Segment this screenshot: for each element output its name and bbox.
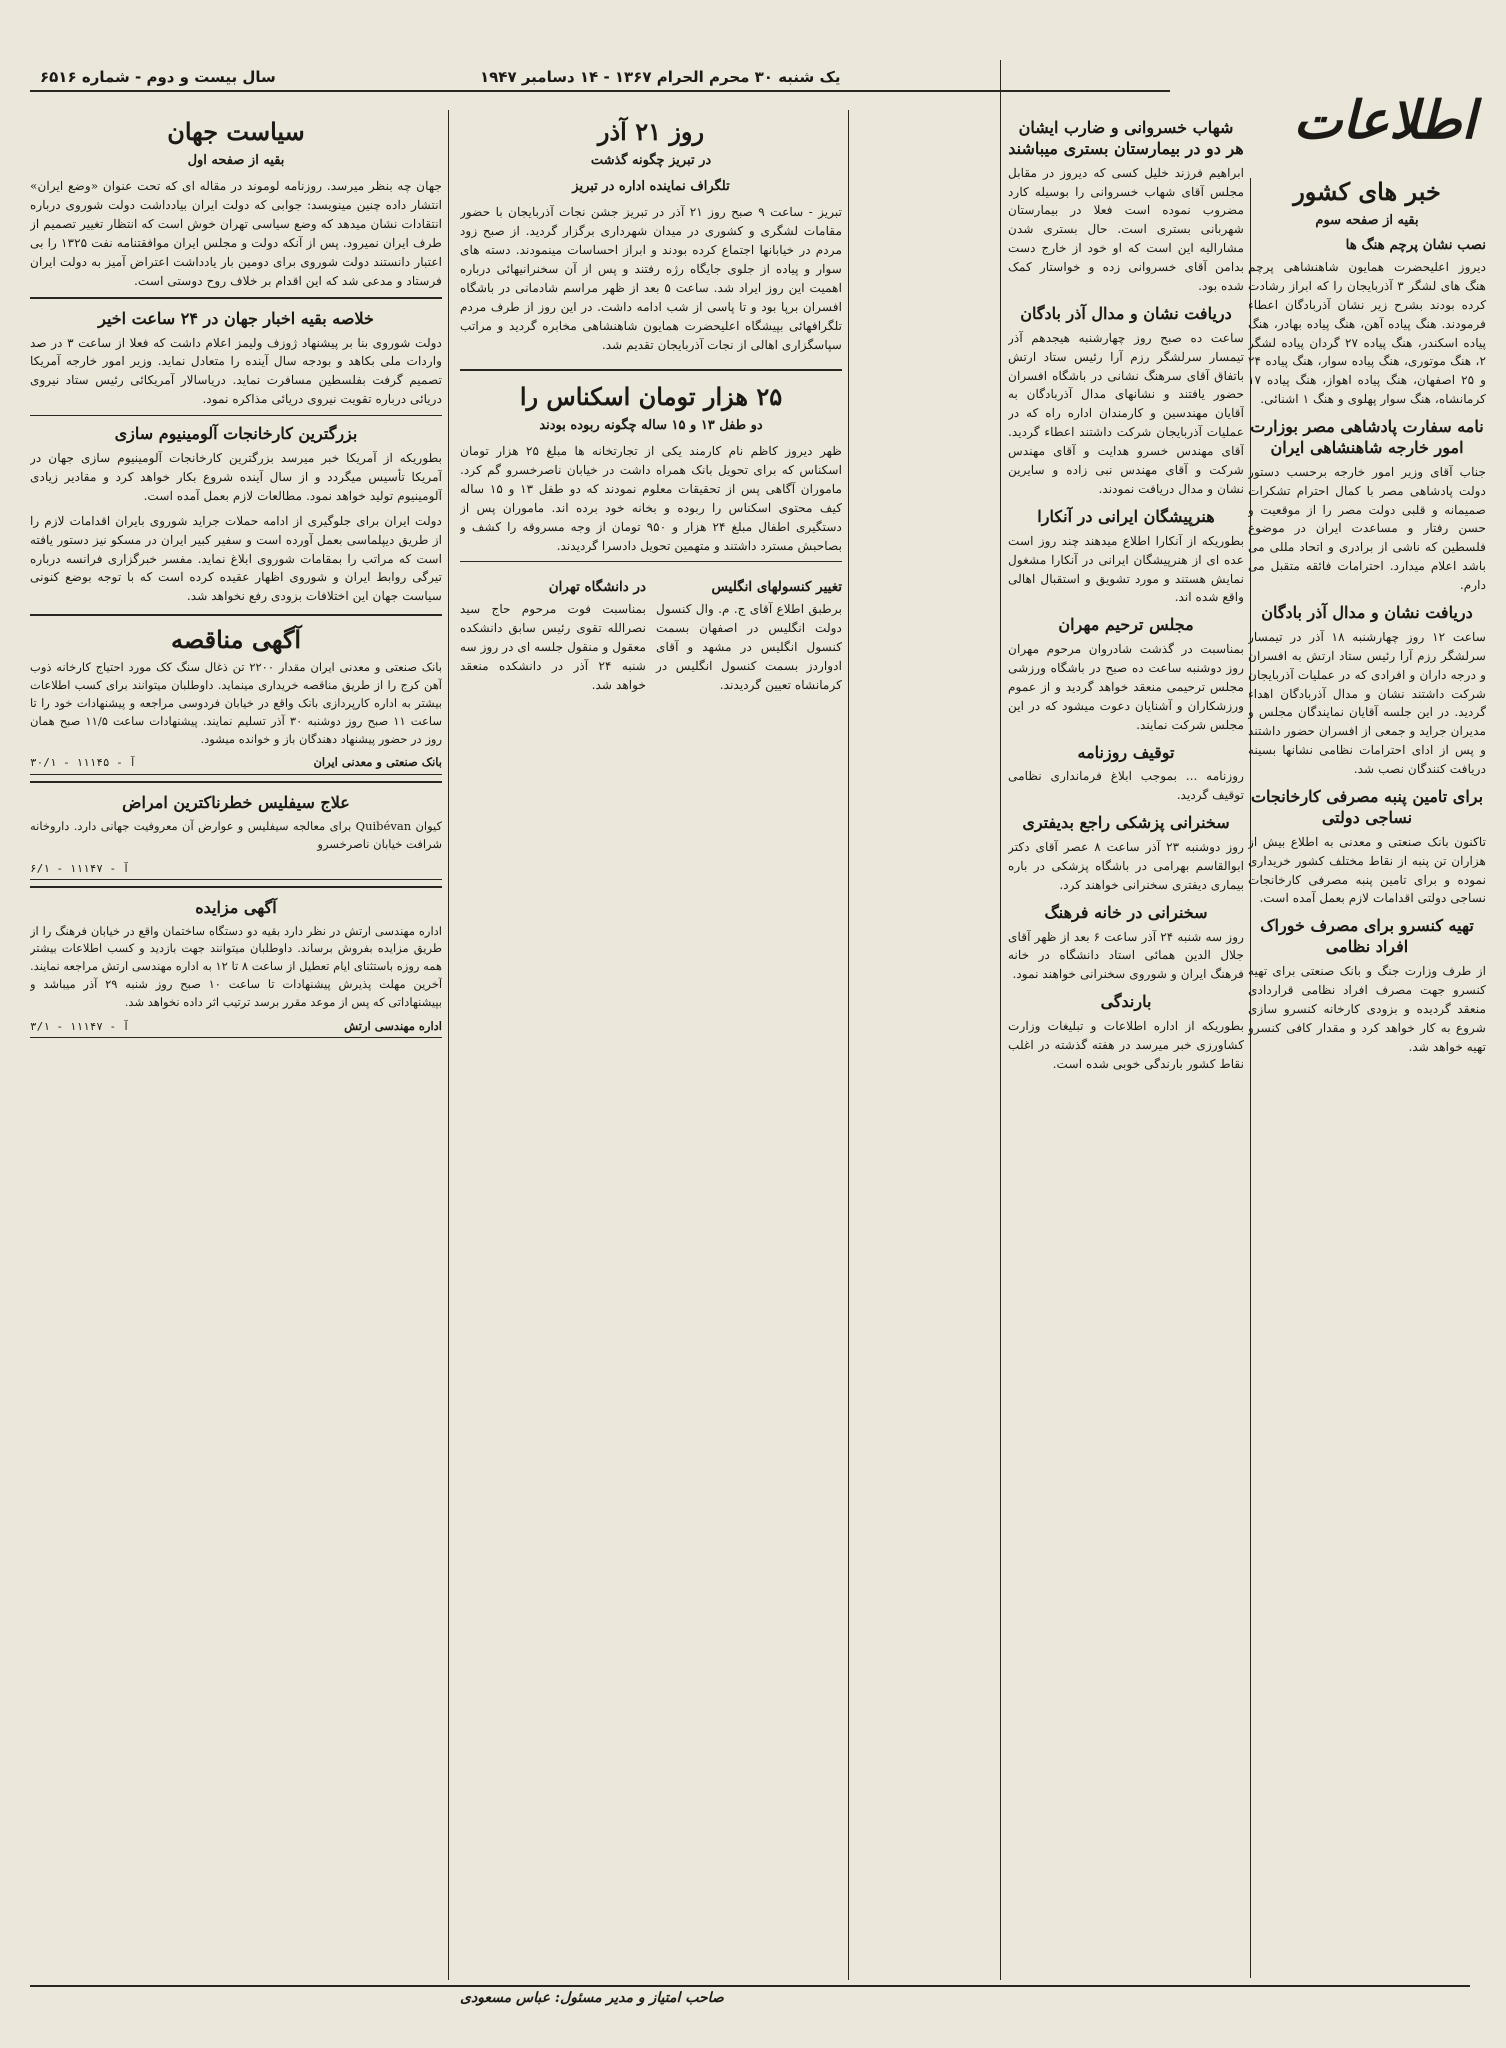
bottom-briefs [460,574,842,700]
tabriz-report-column [460,110,842,1980]
article-headline: دریافت نشان و مدال آذر بادگان [1020,303,1232,323]
article-body: بطوریکه از اداره اطلاعات و تبلیغات وزارت کشاورزی خبر میرسد در هفته گذشته در اغلب نقاط کشور بارندگی خوبی شده است. [1008,1019,1244,1071]
footer-rule [30,1985,1470,1987]
article-headline: روز ۲۱ آذر [597,117,705,146]
article-headline: سخنرانی پزشکی راجع بدیفتری [1022,813,1230,833]
publisher-signature: صاحب امتیاز و مدیر مسئول: عباس مسعودی [460,1990,724,2006]
article-headline: توقیف روزنامه [1077,742,1175,762]
article-body: بطوریکه از آمریکا خبر میرسد بزرگترین کارخانجات آلومینیوم سازی جهان در آمریکا تأسیس میگردد و از سال آینده شروع بکار خواهد کرد و مقادیر زیادی آلومینیوم تولید خواهد نمود. مطالعات لازم بعمل آمده است. [30,450,442,503]
article-body: بطوریکه از آنکارا اطلاع میدهند چند روز است عده ای از هنرپیشگان ایرانی در آنکارا مشغول نمایش هستند و مورد تشویق و استقبال اهالی واقع شده اند. [1008,533,1244,605]
article-body: ظهر دیروز کاظم نام کارمند یکی از تجارتخانه ها مبلغ ۲۵ هزار تومان اسکناس که برای تحویل بانک همراه داشت در خیابان ناصرخسرو گم کرد. ماموران آگاهی پس از تحقیقات معلوم نمودند که دو طفل ۱۳ و ۱۵ ساله کیف محتوی اسکناس را ربوده و بخانه خود برده اند. ماموران پس از دستگیری اطفال مبلغ ۲۴ هزار و ۹۵۰ تومان از وجه مسروقه را کشف و بصاحبش مسترد داشتند و متهمین تحویل دادسرا گردیدند. [460,444,842,553]
advert-title: آگهی مناقصه [170,625,302,655]
article-body: ساعت ۱۲ روز چهارشنبه ۱۸ آذر در تیمسار سرلشگر رزم آرا رئیس ستاد ارتش به افسران و درجه داران و افرادی که در عملیات آذربایجان شرکت داشتند نشان و مدال آذربادگان اهداء گردید. در این جلسه آقایان نمایندگان مجلس و مدیران جراید و جمعی از افسران حضور داشتند و پس از ادای احترامات نظامی نشانها بسینه دریافت کنندگان نصب شد. [1248,629,1486,777]
article-subhead: تلگراف نماینده اداره در تبریز [572,179,730,195]
section-title: سیاست جهان [167,117,305,146]
article-headline: تغییر کنسولهای انگلیس [711,579,842,596]
article-body: دولت شوروی بنا بر پیشنهاد ژوزف ولیمز اعلام داشت که فعلا از ساعت ۳ در صد واردات ملی بکاهد و بودجه سال آینده را متعادل نماید. وزیر امور خارجه آمریکا تصمیم گرفت بفلسطین مسافرت نماید. دریاسالار آمریکائی رئیس ستاد نیروی دریائی درباره تقویت نیروی دریائی مذاکره نمود. [30,335,442,407]
consuls-brief [656,574,842,700]
article-headline: نصب نشان پرچم هنگ ها [1345,237,1486,254]
article-body: دولت ایران برای جلوگیری از ادامه حملات جراید شوروی بایران اقدامات لازم را از طریق دیپلماسی بعمل آورده است و سفیر کبیر ایران در مسکو نیز دستور یافته است که مراتب را بمقامات شوروی ابلاغ نماید. مفسر خبرگزاری فرانسه درباره تیرگی روابط ایران و شوروی اظهار عقیده کرده است که با توجه بوضع کنونی سیاست جهان این اختلافات بزودی رفع نخواهد شد. [30,513,442,604]
article-headline: دریافت نشان و مدال آذر بادگان [1261,603,1473,623]
world-news-summary [30,297,442,416]
article-body: تاکنون بانک صنعتی و معدنی به اطلاع بیش از هزاران تن پنبه از نقاط مختلف کشور خریداری نموده و برای تامین پنبه مصرفی کارخانجات نساجی دولتی اقدامات لازم بعمل آمده است. [1248,834,1486,906]
advert-footer [30,754,442,772]
advert-signer: بانک صنعتی و معدنی ایران [313,755,442,770]
article-body: روز سه شنبه ۲۴ آذر ساعت ۶ بعد از ظهر آقای جلال الدین همائی استاد دانشگاه در خانه فرهنگ ایران و شوروی سخنرانی خواهند نمود. [1008,929,1244,982]
issue-date: یک شنبه ۳۰ محرم الحرام ۱۳۶۷ - ۱۴ دسامبر ۱۹۴۷ [480,68,841,86]
medicine-advert [30,781,442,879]
article-body: جناب آقای وزیر امور خارجه برحسب دستور دولت پادشاهی مصر با کمال احترام تشکرات صمیمانه و قلبی دولت مصر را از موقعیت و حسن رفتار و مساعدت ایران در موضوع فلسطین که ناشی از برادری و اتحاد مللی می باشد اعلام میدارد. احترامات فائقه متقبل می دارم. [1248,464,1486,593]
article-headline: شهاب خسروانی و ضارب ایشان هر دو در بیمارستان بستری میباشند [1008,118,1244,158]
article-headline: در دانشگاه تهران [548,579,646,596]
article-body: ابراهیم فرزند خلیل کسی که دیروز در مقابل مجلس آقای شهاب خسروانی را بوسیله کارد مضروب نموده است فعلا در بیمارستان شهربانی بستری است. حال بستری شدن مشارالیه این است که او خود از خارج دست بدامن آقای خسروانی زده و خواستار کمک شده بود. [1008,165,1244,294]
advert-body: بانک صنعتی و معدنی ایران مقدار ۲۲۰۰ تن ذغال سنگ کک مورد احتیاج کارخانه ذوب آهن کرج را از طریق مناقصه خریداری مینماید. داوطلبان میتوانند برای کسب اطلاعات بیشتر به اداره کارپردازی بانک واقع در خیابان فردوسی مراجعه و پیشنهادات خود را تا ساعت ۱۱ صبح روز دوشنبه ۳۰ آذر تسلیم نمایند. پیشنهادات ساعت ۱۱/۵ صبح همان روز در حضور پیشنهاد دهندگان باز و خوانده میشود. [30,660,442,746]
advert-title: آگهی مزایده [195,897,277,917]
section-subtitle: بقیه از صفحه اول [187,153,285,169]
article-headline: بارندگی [1100,992,1152,1012]
article-headline: مجلس ترحیم مهران [1058,615,1194,635]
article-headline: برای تامین پنبه مصرفی کارخانجات نساجی دولتی [1250,787,1484,827]
advert-code: آ - ۱۱۱۴۷ - ۶/۱ [30,861,130,875]
advert-signer: اداره مهندسی ارتش [344,1018,442,1033]
article-headline: نامه سفارت پادشاهی مصر بوزارت امور خارجه شاهنشاهی ایران [1250,417,1484,457]
article-subhead: دو طفل ۱۳ و ۱۵ ساله چگونه ربوده بودند [539,417,763,433]
newspaper-logo: اطلاعات [1293,90,1476,151]
world-politics-column [30,110,442,1980]
issue-number: سال بیست و دوم - شماره ۶۵۱۶ [40,68,276,86]
tender-advert [30,614,442,775]
article-body: روزنامه ... بموجب ابلاغ فرمانداری نظامی توقیف گردید. [1008,769,1244,803]
university-brief [460,574,646,700]
article-headline: ۲۵ هزار تومان اسکناس را [519,381,783,411]
article-body: بمناسبت در گذشت شادروان مرحوم مهران روز دوشنبه ساعت ده صبح در باشگاه ورزشی مجلس ترحیمی منعقد خواهد گردید و از عموم ورزشکاران و آشنایان دعوت میشود که در این مجلس شرکت نمایند. [1008,642,1244,732]
article-body: روز دوشنبه ۲۳ آذر ساعت ۸ عصر آقای دکتر ابوالقاسم بهرامی در باشگاه پزشکی در باره بیماری دیفتری سخنرانی خواهند کرد. [1008,840,1244,892]
national-news-column [1248,170,1486,1980]
column-divider [448,110,449,1980]
theft-story [460,369,842,563]
domestic-news-column [1008,110,1244,1980]
article-body: برطبق اطلاع آقای ج. م. وال کنسول دولت انگلیس در اصفهان بسمت کنسول انگلیس در مشهد و آقای ادواردز بسمت کنسول انگلیس در کرمانشاه تعیین گردیدند. [656,602,842,692]
advert-code: آ - ۱۱۱۴۵ - ۳۰/۱ [30,756,136,770]
article-body: ساعت ده صبح روز چهارشنبه هیجدهم آذر تیمسار سرلشگر رزم آرا رئیس ستاد ارتش باتفاق آقای سرهنگ نشانی در باشگاه افسران حضور یافتند و نشانهای مدال آذربادگان به آقایان مهندسین و کارمندان اداره راه که در عملیات آذربایجان شرکت داشتند اعطاء گردید. آقای مهندس خسرو هدایت و آقای مهندس شرکت و آقای مهندس نبی زاده و سایرین نشان و مدال دریافت نمودند. [1008,330,1244,496]
auction-advert [30,886,442,1039]
advert-footer [30,1018,442,1036]
article-body: جهان چه بنظر میرسد. روزنامه لوموند در مقاله ای که تحت عنوان «وضع ایران» انتشار داده چنین مینویسد: جوابی که دولت ایران بیادداشت دولت شوروی درباره انتقادات نشان میدهد که وضع سیاسی تهران خوش است که انتظار تغییر تصمیم از طرف ایران نمیرود. پس از آنکه دولت و مجلس ایران موافقتنامه نفت ۱۳۲۵ را بی اعتبار دانستند دولت شوروی برای دومین بار یادداشت اعتراض آمیز به دولت ایران فرستاد و مدعی شد که این اقدام بر خلاف روح دوستی است. [30,179,442,288]
advert-body: کیوان Quibévan برای معالجه سیفلیس و عوارض آن معروفیت جهانی دارد. داروخانه شرافت خیابان ناصرخسرو [30,819,442,851]
article-subhead: در تبریز چگونه گذشت [590,153,712,169]
column-divider [1000,60,1001,1980]
article-headline: هنرپیشگان ایرانی در آنکارا [1037,506,1215,526]
article-headline: سخنرانی در خانه فرهنگ [1044,902,1208,922]
article-body: تبریز - ساعت ۹ صبح روز ۲۱ آذر در تبریز جشن نجات آذربایجان با حضور مقامات لشگری و کشوری در میدان شهرداری برگزار گردید. از صبح زود مردم در خیابانها اجتماع کرده بودند و ابراز احساسات مینمودند. دسته های سوار و پیاده از جلوی جایگاه رژه رفتند و پس از آن سخنرانیهائی درباره اهمیت این روز ایراد شد. ساعت ۵ بعد از ظهر مراسم شادمانی در باشگاه افسران برپا بود و تا پاسی از شب ادامه داشت. در این روز از طرف مردم تلگرافهائی بپیشگاه اعلیحضرت همایون شاهنشاهی مخابره گردید و مراتب سپاسگزاری اهالی از نجات آذربایجان تقدیم شد. [460,205,842,352]
section-title: خبر های کشور [1293,177,1441,206]
column-divider [848,110,849,1980]
advert-body: اداره مهندسی ارتش در نظر دارد بقیه دو دستگاه ساختمان واقع در خیابان فرهنگ را از طریق مزایده بفروش برساند. داوطلبان میتوانند جهت بازدید و کسب اطلاعات بیشتر همه روزه باستثنای ایام تعطیل از ساعت ۸ تا ۱۲ به اداره مهندسی ارتش مراجعه نمایند. آخرین مهلت پذیرش پیشنهادات تا ساعت ۱۰ صبح روز شنبه ۲۹ آذر میباشد و بپیشنهاداتی که پس از موعد مقرر برسد ترتیب اثر داده نخواهد شد. [30,923,442,1009]
article-body: دیروز اعلیحضرت همایون شاهنشاهی پرچم هنگ های لشگر ۳ آذربایجان را که ابراز رشادت کرده بودند بشرح زیر نشان آذربادگان اعطاء فرمودند. هنگ پیاده آهن، هنگ پیاده بهادر، هنگ پیاده اسکندر، هنگ پیاده ۲۷ گردان پیاده لشگر ۲، هنگ موتوری، هنگ پیاده سوار، هنگ پیاده ۲۴ و ۲۵ اصفهان، هنگ پیاده اهواز، هنگ پیاده ۱۷ کرمانشاه، هنگ سوار پهلوی و هنگ ۱ اشنائی. [1248,259,1486,407]
article-headline: خلاصه بقیه اخبار جهان در ۲۴ ساعت اخیر [98,308,374,328]
masthead-rule [30,90,1170,92]
advert-title: علاج سیفلیس خطرناکترین امراض [122,793,350,813]
advert-code: آ - ۱۱۱۴۷ - ۳/۱ [30,1019,130,1033]
article-headline: تهیه کنسرو برای مصرف خوراک افراد نظامی [1260,916,1474,957]
article-headline: بزرگترین کارخانجات آلومینیوم سازی [114,424,358,444]
section-subtitle: بقیه از صفحه سوم [1315,213,1419,229]
article-body: بمناسبت فوت مرحوم حاج سید نصرالله تقوی رئیس سابق دانشکده معقول و منقول جلسه ای در روز سه شنبه ۲۴ آذر در دانشکده منعقد خواهد شد. [460,602,646,692]
article-body: از طرف وزارت جنگ و بانک صنعتی برای تهیه کنسرو جهت مصرف افراد نظامی قراردادی منعقد گردیده و بزودی کارخانه کنسرو سازی شروع به کار خواهد کرد و مقدار کافی کنسرو تهیه خواهد شد. [1248,963,1486,1054]
